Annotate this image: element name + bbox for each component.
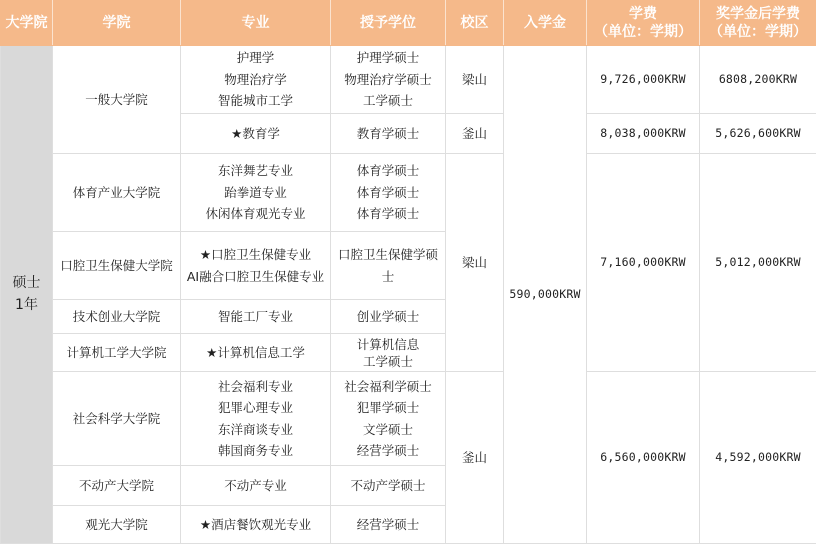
header-after-line1: 奖学金后学费 <box>700 5 816 23</box>
degree-item: 体育学硕士 <box>333 160 443 182</box>
college-cell: 不动产大学院 <box>53 466 181 506</box>
major-cell <box>181 506 331 544</box>
header-tuition <box>587 1 700 46</box>
major-cell <box>181 46 331 114</box>
campus-cell: 梁山 <box>446 154 504 372</box>
major-cell <box>181 334 331 372</box>
degree-cell <box>331 372 446 466</box>
major-item: ★教育学 <box>183 123 328 145</box>
major-item: 犯罪心理专业 <box>183 397 328 419</box>
major-item: 物理治疗学 <box>183 69 328 91</box>
campus-cell: 釜山 <box>446 372 504 544</box>
degree-cell <box>331 506 446 544</box>
degree-item: 护理学硕士 <box>333 47 443 69</box>
major-item: 不动产专业 <box>183 475 328 497</box>
degree-cell <box>331 334 446 372</box>
degree-item: 体育学硕士 <box>333 182 443 204</box>
degree-cell <box>331 232 446 300</box>
major-cell <box>181 154 331 232</box>
header-tuition-after-scholarship <box>700 1 816 46</box>
major-item: 休闲体育观光专业 <box>183 203 328 225</box>
table-row <box>1 154 816 232</box>
major-item: ★酒店餐饮观光专业 <box>183 514 328 536</box>
college-cell: 社会科学大学院 <box>53 372 181 466</box>
degree-level-cell <box>1 46 53 544</box>
degree-cell <box>331 154 446 232</box>
degree-cell <box>331 466 446 506</box>
college-cell: 观光大学院 <box>53 506 181 544</box>
degree-item: 体育学硕士 <box>333 203 443 225</box>
college-cell: 计算机工学大学院 <box>53 334 181 372</box>
degree-level-line2: 1年 <box>3 295 50 317</box>
degree-item: 工学硕士 <box>333 90 443 112</box>
degree-item: 文学硕士 <box>333 419 443 441</box>
degree-item: 社会福利学硕士 <box>333 376 443 398</box>
header-after-line2: （单位：学期） <box>700 23 816 41</box>
header-row <box>1 1 816 46</box>
college-cell: 口腔卫生保健大学院 <box>53 232 181 300</box>
tuition-cell: 9,726,000KRW <box>587 46 700 114</box>
after-scholarship-cell: 5,012,000KRW <box>700 154 816 372</box>
degree-level-line1: 硕士 <box>3 273 50 295</box>
degree-cell <box>331 46 446 114</box>
college-cell: 技术创业大学院 <box>53 300 181 334</box>
major-item: ★计算机信息工学 <box>183 342 328 364</box>
major-cell <box>181 466 331 506</box>
header-college: 学院 <box>53 1 181 46</box>
degree-item: 犯罪学硕士 <box>333 397 443 419</box>
header-campus: 校区 <box>446 1 504 46</box>
campus-cell: 釜山 <box>446 114 504 154</box>
header-degree: 授予学位 <box>331 1 446 46</box>
major-item: 跆拳道专业 <box>183 182 328 204</box>
after-scholarship-cell: 5,626,600KRW <box>700 114 816 154</box>
header-major: 专业 <box>181 1 331 46</box>
major-item: AI融合口腔卫生保健专业 <box>183 266 328 288</box>
degree-cell <box>331 300 446 334</box>
tuition-cell: 7,160,000KRW <box>587 154 700 372</box>
major-item: 社会福利专业 <box>183 376 328 398</box>
major-cell <box>181 232 331 300</box>
major-item: 韩国商务专业 <box>183 440 328 462</box>
header-admission-fee: 入学金 <box>504 1 587 46</box>
major-item: ★口腔卫生保健专业 <box>183 244 328 266</box>
degree-item: 物理治疗学硕士 <box>333 69 443 91</box>
degree-item: 口腔卫生保健学硕士 <box>333 244 443 287</box>
major-cell <box>181 372 331 466</box>
header-tuition-line1: 学费 <box>587 5 699 23</box>
tuition-cell: 6,560,000KRW <box>587 372 700 544</box>
table-row <box>1 46 816 114</box>
table-row <box>1 372 816 466</box>
major-cell <box>181 114 331 154</box>
degree-item: 创业学硕士 <box>333 306 443 328</box>
college-cell: 体育产业大学院 <box>53 154 181 232</box>
after-scholarship-cell: 4,592,000KRW <box>700 372 816 544</box>
admission-fee-cell: 590,000KRW <box>504 46 587 544</box>
major-item: 智能城市工学 <box>183 90 328 112</box>
major-item: 智能工厂专业 <box>183 306 328 328</box>
major-item: 东洋舞艺专业 <box>183 160 328 182</box>
major-item: 护理学 <box>183 47 328 69</box>
degree-item: 经营学硕士 <box>333 440 443 462</box>
degree-item: 经营学硕士 <box>333 514 443 536</box>
tuition-cell: 8,038,000KRW <box>587 114 700 154</box>
header-tuition-line2: （单位：学期） <box>587 23 699 41</box>
header-university: 大学院 <box>1 1 53 46</box>
campus-cell: 梁山 <box>446 46 504 114</box>
after-scholarship-cell: 6808,200KRW <box>700 46 816 114</box>
degree-item: 不动产学硕士 <box>333 475 443 497</box>
degree-item: 计算机信息 <box>333 336 443 353</box>
major-item: 东洋商谈专业 <box>183 419 328 441</box>
major-cell <box>181 300 331 334</box>
degree-cell <box>331 114 446 154</box>
degree-item: 工学硕士 <box>333 353 443 370</box>
degree-item: 教育学硕士 <box>333 123 443 145</box>
college-cell: 一般大学院 <box>53 46 181 154</box>
